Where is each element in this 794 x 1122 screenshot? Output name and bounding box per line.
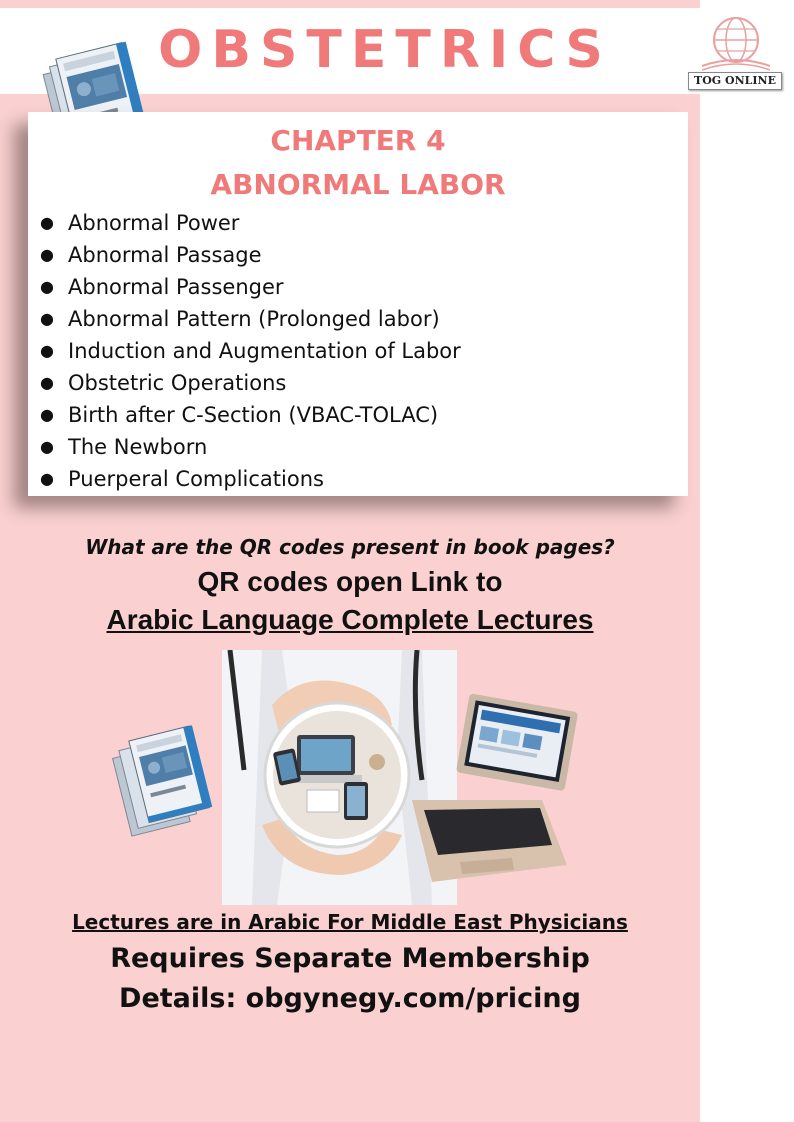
list-item [28,239,461,271]
qr-question: What are the QR codes present in book pages? [85,535,615,559]
topic-label: Induction and Augmentation of Labor [68,339,461,363]
qr-headline: QR codes open Link to [197,566,503,597]
bullet-icon: ● [40,309,54,328]
list-item [28,303,461,335]
bullet-icon: ● [40,213,54,232]
bullet-icon: ● [40,469,54,488]
topic-label: Birth after C-Section (VBAC-TOLAC) [68,403,439,427]
bullet-icon: ● [40,405,54,424]
topic-label: The Newborn [68,435,208,459]
list-item [28,271,461,303]
list-item [28,431,461,463]
list-item [28,463,461,495]
bullet-icon: ● [40,245,54,264]
topic-label: Abnormal Power [68,211,240,235]
logo-label: TOG ONLINE [688,72,782,90]
arabic-lectures-note: Lectures are in Arabic For Middle East Physicians [72,910,628,934]
topic-list [28,207,461,495]
topic-label: Abnormal Pattern (Prolonged labor) [68,307,440,331]
topic-label: Abnormal Passenger [68,275,284,299]
bullet-icon: ● [40,373,54,392]
pricing-details: Details: obgynegy.com/pricing [119,983,581,1014]
topic-label: Puerperal Complications [68,467,324,491]
qr-link-text: Arabic Language Complete Lectures [106,604,594,635]
list-item [28,399,461,431]
bullet-icon: ● [40,277,54,296]
membership-note: Requires Separate Membership [110,943,590,974]
topic-label: Obstetric Operations [68,371,287,395]
bullet-icon: ● [40,341,54,360]
list-item [28,207,461,239]
topic-label: Abnormal Passage [68,243,262,267]
page-title: OBSTETRICS [158,20,612,80]
list-item [28,367,461,399]
list-item [28,335,461,367]
lecture-devices-illustration [112,650,582,905]
chapter-number: CHAPTER 4 [270,124,446,157]
chapter-title: ABNORMAL LABOR [210,168,506,201]
chapter-card [28,112,688,496]
bullet-icon: ● [40,437,54,456]
